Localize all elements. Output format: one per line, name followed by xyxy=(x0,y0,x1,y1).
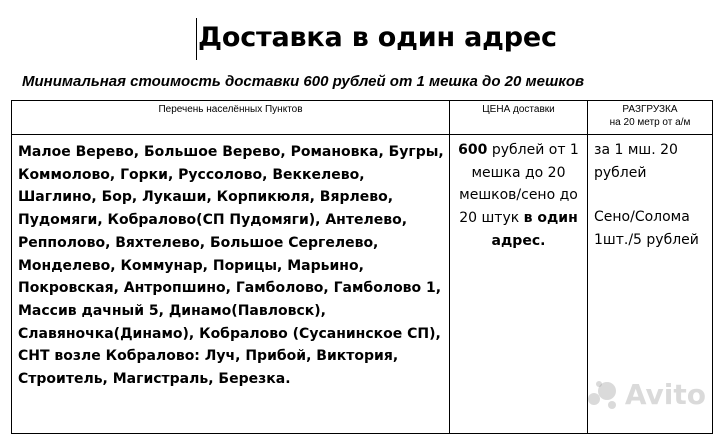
avito-logo-icon xyxy=(587,380,621,410)
price-amount: 600 xyxy=(458,142,488,158)
unload-hay-price: Сено/Солома 1шт./5 рублей xyxy=(594,209,699,249)
table-header-row xyxy=(12,101,713,135)
page-subtitle: Минимальная стоимость доставки 600 рублей от 1 мешка до 20 мешков xyxy=(22,73,585,90)
price-cell xyxy=(450,135,588,434)
text-cursor xyxy=(196,18,197,60)
header-unload-line1: РАЗГРУЗКА xyxy=(622,104,678,115)
price-details: рублей от 1 мешка до 20 мешков/сено до 20 штук xyxy=(459,142,579,227)
watermark-text: Avito xyxy=(624,378,706,411)
page-title: Доставка в один адрес xyxy=(198,22,557,53)
header-unload xyxy=(588,101,713,135)
header-price: ЦЕНА доставки xyxy=(450,101,588,135)
places-cell: Малое Верево, Большое Верево, Романовка, Бугры, Коммолово, Горки, Руссолово, Веккелево, Шаглино, Бор, Лукаши, Корпикюля, Вярлево, Пудомяги, Кобралово(СП Пудомяги), Антелево, Репполово, Вяхтелево, Большое Сергелево, Монделево, Коммунар, Порицы, Марьино, Покровская, Антропшино, Гамболово, Гамболово 1, Массив дачный 5, Динамо(Павловск), Славяночка(Динамо), Кобралово (Сусанинское СП), СНТ возле Кобралово: Луч, Прибой, Виктория, Строитель, Магистраль, Березка. xyxy=(12,135,450,434)
unload-bag-price: за 1 мш. 20 рублей xyxy=(594,142,678,181)
header-places: Перечень населённых Пунктов xyxy=(12,101,450,135)
header-unload-line2: на 20 метр от а/м xyxy=(609,117,691,128)
price-address: в один адрес. xyxy=(491,210,578,249)
avito-watermark xyxy=(587,378,706,411)
